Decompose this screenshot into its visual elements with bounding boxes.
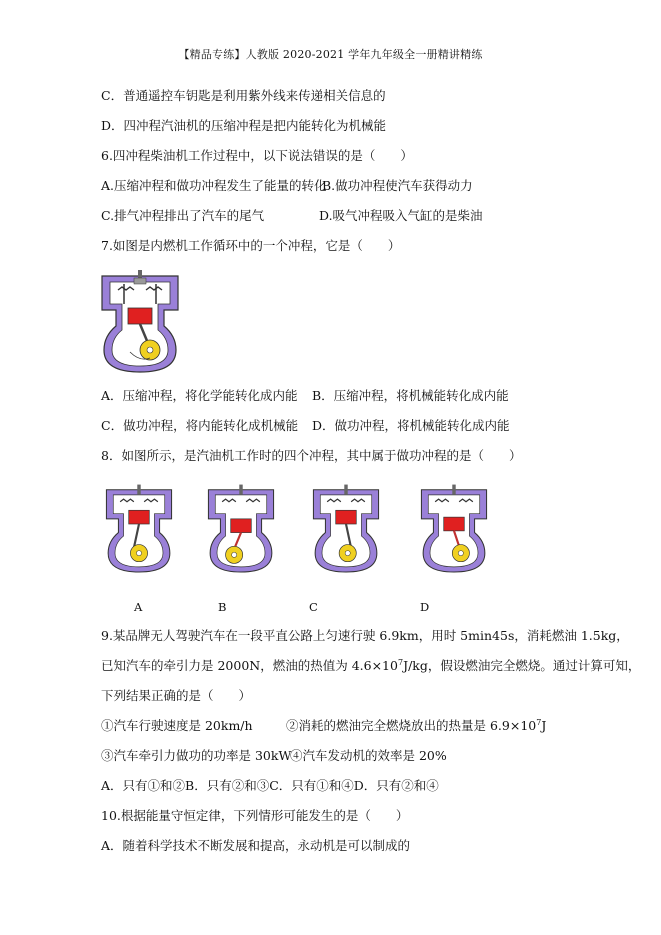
question-6: 6.四冲程柴油机工作过程中，以下说法错误的是（ ） (101, 148, 413, 163)
engine-diagram (102, 270, 178, 372)
q7-option-b: B．压缩冲程，将机械能转化成内能 (312, 388, 509, 403)
q7-option-d: D．做功冲程，将机械能转化成内能 (312, 418, 510, 433)
figure-label-d: D (420, 600, 430, 614)
q7-engine-figure (98, 270, 182, 376)
option-d-prev: D．四冲程汽油机的压缩冲程是把内能转化为机械能 (101, 118, 387, 133)
q9-line2-part2: J/kg，假设燃油完全燃烧。通过计算可知， (403, 658, 641, 673)
q10-option-a: A．随着科学技术不断发展和提高，永动机是可以制成的 (101, 838, 411, 853)
question-8: 8．如图所示，是汽油机工作时的四个冲程，其中属于做功冲程的是（ ） (101, 448, 522, 463)
q6-option-d: D.吸气冲程吸入气缸的是柴油 (319, 208, 483, 223)
q9-s2-part2: J (541, 718, 547, 733)
q7-option-a: A．压缩冲程，将化学能转化成内能 (101, 388, 298, 403)
q9-line2-exponent: 7 (397, 657, 404, 667)
option-c-prev: C．普通遥控车钥匙是利用紫外线来传递相关信息的 (101, 88, 386, 103)
q8-engine-figure-a (103, 482, 175, 578)
q9-options: A．只有①和②B．只有②和③C．只有①和④D．只有②和④ (101, 778, 439, 793)
question-7: 7.如图是内燃机工作循环中的一个冲程，它是（ ） (101, 238, 401, 253)
q8-engine-figure-c (310, 482, 382, 578)
q7-option-c: C．做功冲程，将内能转化成机械能 (101, 418, 299, 433)
page-header: 【精品专练】人教版 2020-2021 学年九年级全一册精讲精练 (178, 48, 483, 61)
q9-s2-exponent: 7 (536, 717, 542, 727)
q9-statement-4: ④汽车发动机的效率是 20% (290, 748, 447, 763)
q9-line2-part1: 已知汽车的牵引力是 2000N，燃油的热值为 4.6×10 (101, 658, 398, 673)
q9-statement-2 (286, 718, 546, 734)
q6-option-b: B.做功冲程使汽车获得动力 (322, 178, 473, 193)
question-10: 10.根据能量守恒定律，下列情形可能发生的是（ ） (101, 808, 409, 823)
q9-statement-1: ①汽车行驶速度是 20km/h (101, 718, 253, 733)
q6-option-a: A.压缩冲程和做功冲程发生了能量的转化 (101, 178, 327, 193)
q8-engine-figure-b (205, 482, 277, 578)
question-9-line-1: 9.某品牌无人驾驶汽车在一段平直公路上匀速行驶 6.9km，用时 5min45s，消耗燃油 1.5kg， (101, 628, 629, 643)
figure-label-c: C (309, 600, 318, 614)
q9-statement-3: ③汽车牵引力做功的功率是 30kW (101, 748, 292, 763)
figure-label-b: B (218, 600, 227, 614)
q6-option-c: C.排气冲程排出了汽车的尾气 (101, 208, 265, 223)
question-9-line-2 (101, 658, 640, 674)
question-9-line-3: 下列结果正确的是（ ） (101, 688, 252, 703)
figure-label-a: A (134, 600, 143, 614)
q9-s2-part1: ②消耗的燃油完全燃烧放出的热量是 6.9×10 (286, 718, 537, 733)
q8-engine-figure-d (418, 482, 490, 578)
